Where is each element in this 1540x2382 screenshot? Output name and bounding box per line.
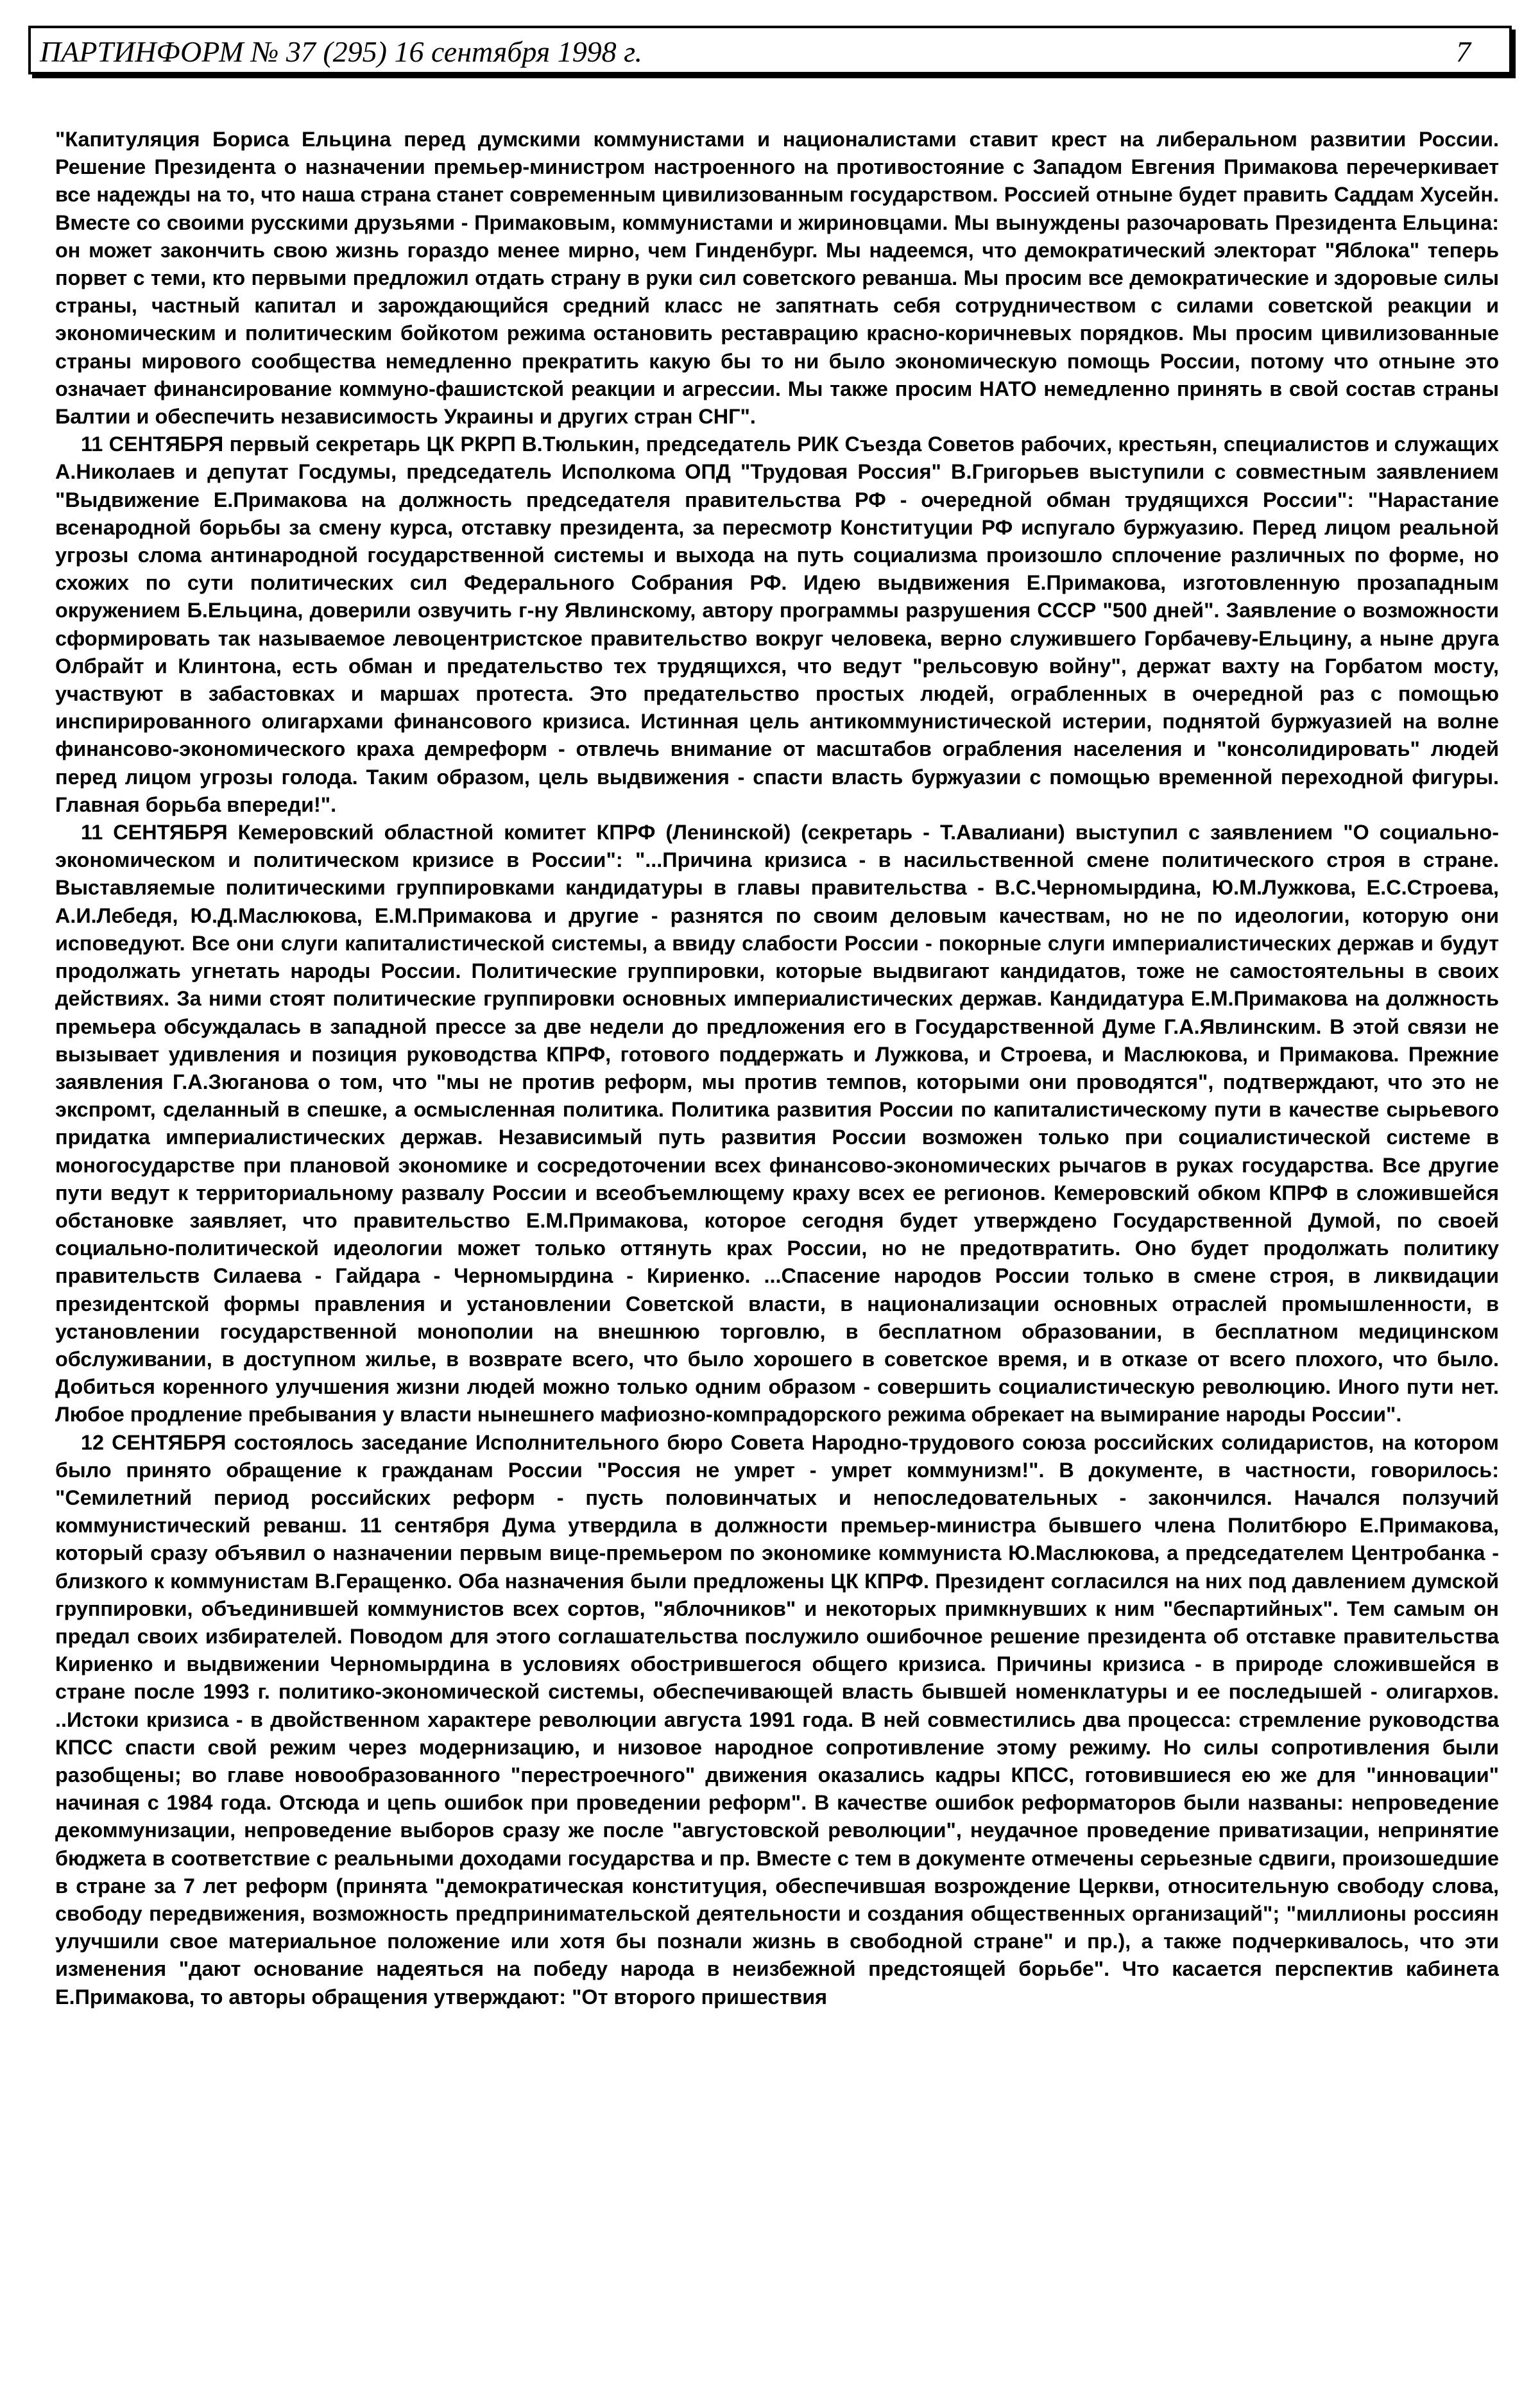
paragraph-statement-quote: "Капитуляция Бориса Ельцина перед думскими коммунистами и националистами ставит крест на либеральном развитии России. Решение Президента о назначении премьер-министром настроенного на противостояние с Западом Евгения Примакова перечеркивает все надежды на то, что наша страна станет современным цивилизованным государством. Россией отныне будет править Саддам Хусейн. Вместе со своими русскими друзьями - Примаковым, коммунистами и жириновцами. Мы вынуждены разочаровать Президента Ельцина: он может закончить свою жизнь гораздо менее мирно, чем Гинденбург. Мы надеемся, что демократический электорат "Яблока" теперь порвет с теми, кто первыми предложил отдать страну в руки сил советского реванша. Мы просим все демократические и здоровые силы страны, частный капитал и зарождающийся средний класс не запятнать себя сотрудничеством с силами советской реакции и экономическим и политическим бойкотом режима остановить реставрацию красно-коричневых порядков. Мы просим цивилизованные страны мирового сообщества немедленно прекратить какую бы то ни было экономическую помощь России, потому что отныне это означает финансирование коммуно-фашистской реакции и агрессии. Мы также просим НАТО немедленно принять в свой состав страны Балтии и обеспечить независимость Украины и других стран СНГ".: [55, 128, 1499, 429]
publication-title: ПАРТИНФОРМ № 37 (295) 16 сентября 1998 г.: [40, 35, 642, 68]
article-body: [55, 126, 1499, 2333]
paragraph-rkrp-statement: 11 СЕНТЯБРЯ первый секретарь ЦК РКРП В.Тюлькин, председатель РИК Съезда Советов рабочих, крестьян, специалистов и служащих А.Николаев и депутат Госдумы, председатель Исполкома ОПД "Трудовая Россия" В.Григорьев выступили с совместным заявлением "Выдвижение Е.Примакова на должность председателя правительства РФ - очередной обман трудящихся России": "Нарастание всенародной борьбы за смену курса, отставку президента, за пересмотр Конституции РФ испугало буржуазию. Перед лицом реальной угрозы слома антинародной государственной системы и выхода на путь социализма произошло сплочение различных по форме, но схожих по сути политических сил Федерального Собрания РФ. Идею выдвижения Е.Примакова, изготовленную прозападным окружением Б.Ельцина, доверили озвучить г-ну Явлинскому, автору программы разрушения СССР "500 дней". Заявление о возможности сформировать так называемое левоцентристское правительство вокруг человека, верно служившего Горбачеву-Ельцину, а ныне друга Олбрайт и Клинтона, есть обман и предательство тех трудящихся, что ведут "рельсовую войну", держат вахту на Горбатом мосту, участвуют в забастовках и маршах протеста. Это предательство простых людей, ограбленных в очередной раз с помощью инспирированного олигархами финансового кризиса. Истинная цель антикоммунистической истерии, поднятой буржуазией на волне финансово-экономического краха демреформ - отвлечь внимание от масштабов ограбления населения и "консолидировать" людей перед лицом угрозы голода. Таким образом, цель выдвижения - спасти власть буржуазии с помощью временной переходной фигуры. Главная борьба впереди!".: [55, 433, 1499, 816]
page-number: 7: [1456, 35, 1471, 68]
paragraph-nts-appeal: 12 СЕНТЯБРЯ состоялось заседание Исполнительного бюро Совета Народно-трудового союза российских солидаристов, на котором было принято обращение к гражданам России "Россия не умрет - умрет коммунизм!". В документе, в частности, говорилось: "Семилетний период российских реформ - пусть половинчатых и непоследовательных - закончился. Начался ползучий коммунистический реванш. 11 сентября Дума утвердила в должности премьер-министра бывшего члена Политбюро Е.Примакова, который сразу объявил о назначении первым вице-премьером по экономике коммуниста Ю.Маслюкова, а председателем Центробанка - близкого к коммунистам В.Геращенко. Оба назначения были предложены ЦК КПРФ. Президент согласился на них под давлением думской группировки, объединившей коммунистов всех сортов, "яблочников" и некоторых примкнувших к ним "беспартийных". Тем самым он предал своих избирателей. Поводом для этого соглашательства послужило ошибочное решение президента об отставке правительства Кириенко и выдвижении Черномырдина в условиях обострившегося общего кризиса. Причины кризиса - в природе сложившейся в стране после 1993 г. политико-экономической системы, обеспечивающей власть бывшей номенклатуры и ее последышей - олигархов. ..Истоки кризиса - в двойственном характере революции августа 1991 года. В ней совместились два процесса: стремление руководства КПСС спасти свой режим через модернизацию, и низовое народное сопротивление этому режиму. Но силы сопротивления были разобщены; во главе новообразованного "перестроечного" движения оказались кадры КПСС, готовившиеся ею же для "инновации" начиная с 1984 года. Отсюда и цепь ошибок при проведении реформ". В качестве ошибок реформаторов были названы: непроведение декоммунизации, непроведение выборов сразу же после "августовской революции", неудачное проведение приватизации, непринятие бюджета в соответствие с реальными доходами государства и пр. Вместе с тем в документе отмечены серьезные сдвиги, произошедшие в стране за 7 лет реформ (принята "демократическая конституция, обеспечившая возрождение Церкви, относительную свободу слова, свободу передвижения, возможность предпринимательской деятельности и создания общественных организаций"; "миллионы россиян улучшили свое материальное положение или хотя бы познали жизнь в свободной стране" и пр.), а также подчеркивалось, что эти изменения "дают основание надеяться на победу народа в неизбежной предстоящей борьбе". Что касается перспектив кабинета Е.Примакова, то авторы обращения утверждают: "От второго пришествия: [55, 1430, 1499, 2009]
paragraph-kemerovo-statement: 11 СЕНТЯБРЯ Кемеровский областной комитет КПРФ (Ленинской) (секретарь - Т.Авалиани) выступил с заявлением "О социально-экономическом и политическом кризисе в России": "...Причина кризиса - в насильственной смене политического строя в стране. Выставляемые политическими группировками кандидатуры в главы правительства - В.С.Черномырдина, Ю.М.Лужкова, Е.С.Строева, А.И.Лебедя, Ю.Д.Маслюкова, Е.М.Примакова и другие - разнятся по своим деловым качествам, но не по идеологии, которую они исповедуют. Все они слуги капиталистической системы, а ввиду слабости России - покорные слуги империалистических держав и будут продолжать угнетать народы России. Политические группировки, которые выдвигают кандидатов, тоже не самостоятельны в своих действиях. За ними стоят политические группировки основных империалистических держав. Кандидатура Е.М.Примакова на должность премьера обсуждалась в западной прессе за две недели до предложения его в Государственной Думе Г.А.Явлинским. В этой связи не вызывает удивления и позиция руководства КПРФ, готового поддержать и Лужкова, и Строева, и Маслюкова, и Примакова. Прежние заявления Г.А.Зюганова о том, что "мы не против реформ, мы против темпов, которыми они проводятся", подтверждают, что это не экспромт, сделанный в спешке, а осмысленная политика. Политика развития России по капиталистическому пути в качестве сырьевого придатка империалистических держав. Независимый путь развития России возможен только при социалистической системе в моногосударстве при плановой экономике и сосредоточении всех финансово-экономических рычагов в руках государства. Все другие пути ведут к территориальному развалу России и всеобъемлющему краху всех ее регионов. Кемеровский обком КПРФ в сложившейся обстановке заявляет, что правительство Е.М.Примакова, которое сегодня будет утверждено Государственной Думой, по своей социально-политической идеологии может только оттянуть крах России, но не предотвратить. Оно будет продолжать политику правительств Силаева - Гайдара - Черномырдина - Кириенко. ...Спасение народов России только в смене строя, в ликвидации президентской формы правления и установлении Советской власти, в национализации основных отраслей промышленности, в установлении государственной монополии на внешнюю торговлю, в бесплатном образовании, в бесплатном медицинском обслуживании, в доступном жилье, в возврате всего, что было хорошего в советское время, и в отказе от всего плохого, что было. Добиться коренного улучшения жизни людей можно только одним образом - совершить социалистическую революцию. Иного пути нет. Любое продление пребывания у власти нынешнего мафиозно-компрадорского режима обрекает на вымирание народы России".: [55, 821, 1499, 1427]
page-header: [28, 26, 1512, 74]
